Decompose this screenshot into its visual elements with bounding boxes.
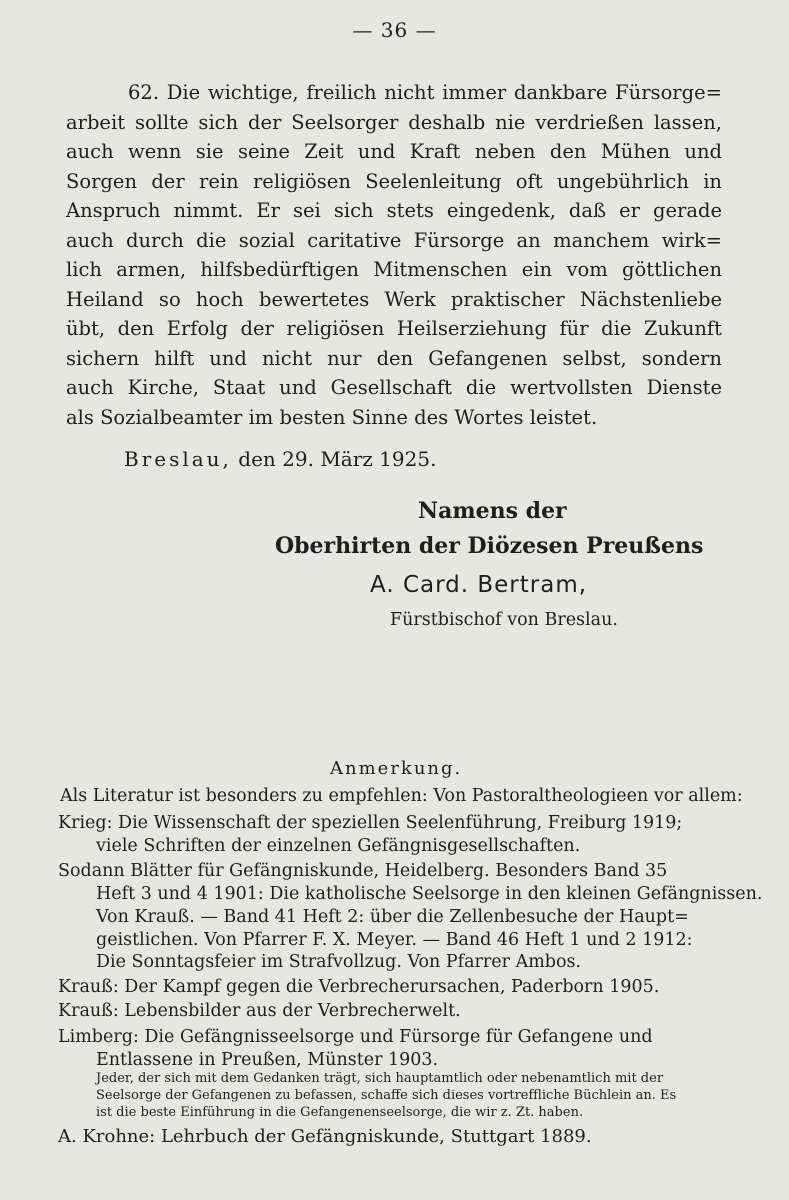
paragraph-line: Heiland so hoch bewertetes Werk praktischer Nächstenliebe — [66, 287, 722, 311]
paragraph-line: sichern hilft und nicht nur den Gefangenen selbst, sondern — [66, 346, 722, 370]
note-line: Krieg: Die Wissenschaft der speziellen Seelenführung, Freiburg 1919; — [58, 813, 683, 833]
note-line: Sodann Blätter für Gefängniskunde, Heidelberg. Besonders Band 35 — [58, 861, 668, 881]
note-small-line: Jeder, der sich mit dem Gedanken trägt, sich hauptamtlich oder nebenamtlich mit der — [96, 1071, 664, 1086]
paragraph-line: auch Kirche, Staat und Gesellschaft die wertvollsten Dienste — [66, 376, 722, 399]
paragraph-line: lich armen, hilfsbedürftigen Mitmenschen ein vom göttlichen — [66, 258, 722, 281]
signature-line-1: Namens der — [418, 498, 567, 524]
note-small-line: ist die beste Einführung in die Gefangenenseelsorge, die wir z. Zt. haben. — [96, 1105, 584, 1120]
note-line: Entlassene in Preußen, Münster 1903. — [96, 1050, 439, 1070]
paragraph-line: arbeit sollte sich der Seelsorger deshalb nie verdrießen lassen, — [66, 110, 722, 134]
note-line: geistlichen. Von Pfarrer F. X. Meyer. — Band 46 Heft 1 und 2 1912: — [96, 930, 693, 950]
date-text: den 29. März 1925. — [238, 447, 437, 471]
note-line: Von Krauß. — Band 41 Heft 2: über die Zellenbesuche der Haupt= — [96, 907, 689, 927]
paragraph-line: Sorgen der rein religiösen Seelenleitung oft ungebührlich in — [66, 169, 722, 193]
note-line: viele Schriften der einzelnen Gefängnisgesellschaften. — [96, 836, 581, 856]
note-small-line: Seelsorge der Gefangenen zu befassen, schaffe sich dieses vortreffliche Büchlein an. Es — [96, 1088, 677, 1103]
paragraph-line: auch wenn sie seine Zeit und Kraft neben den Mühen und — [66, 140, 722, 163]
note-line: Heft 3 und 4 1901: Die katholische Seelsorge in den kleinen Gefängnissen. — [96, 884, 763, 904]
signatory-title: Fürstbischof von Breslau. — [390, 610, 618, 630]
note-line: Als Literatur ist besonders zu empfehlen: Von Pastoraltheologieen vor allem: — [60, 786, 743, 806]
date-place: Breslau, — [124, 447, 232, 471]
paragraph-line: 62. Die wichtige, freilich nicht immer dankbare Fürsorge= — [128, 81, 722, 104]
signatory-name: A. Card. Bertram, — [370, 572, 588, 598]
paragraph-line: auch durch die sozial caritative Fürsorge an manchem wirk= — [66, 228, 722, 252]
notes-heading: Anmerkung. — [330, 758, 463, 779]
paragraph-line: als Sozialbeamter im besten Sinne des Wortes leistet. — [66, 405, 598, 429]
signature-line-2: Oberhirten der Diözesen Preußens — [275, 533, 704, 559]
note-final-line: A. Krohne: Lehrbuch der Gefängniskunde, Stuttgart 1889. — [58, 1126, 592, 1147]
date-line — [124, 447, 436, 471]
main-paragraph — [66, 78, 722, 432]
note-line: Krauß: Der Kampf gegen die Verbrecherursachen, Paderborn 1905. — [58, 977, 660, 997]
page-number: — 36 — — [352, 18, 437, 42]
paragraph-line: Anspruch nimmt. Er sei sich stets eingedenk, daß er gerade — [66, 199, 722, 222]
note-line: Limberg: Die Gefängnisseelsorge und Fürsorge für Gefangene und — [58, 1027, 653, 1047]
note-line: Die Sonntagsfeier im Strafvollzug. Von Pfarrer Ambos. — [96, 952, 582, 972]
paragraph-line: übt, den Erfolg der religiösen Heilserziehung für die Zukunft — [66, 317, 722, 340]
note-line: Krauß: Lebensbilder aus der Verbrecherwelt. — [58, 1001, 461, 1021]
